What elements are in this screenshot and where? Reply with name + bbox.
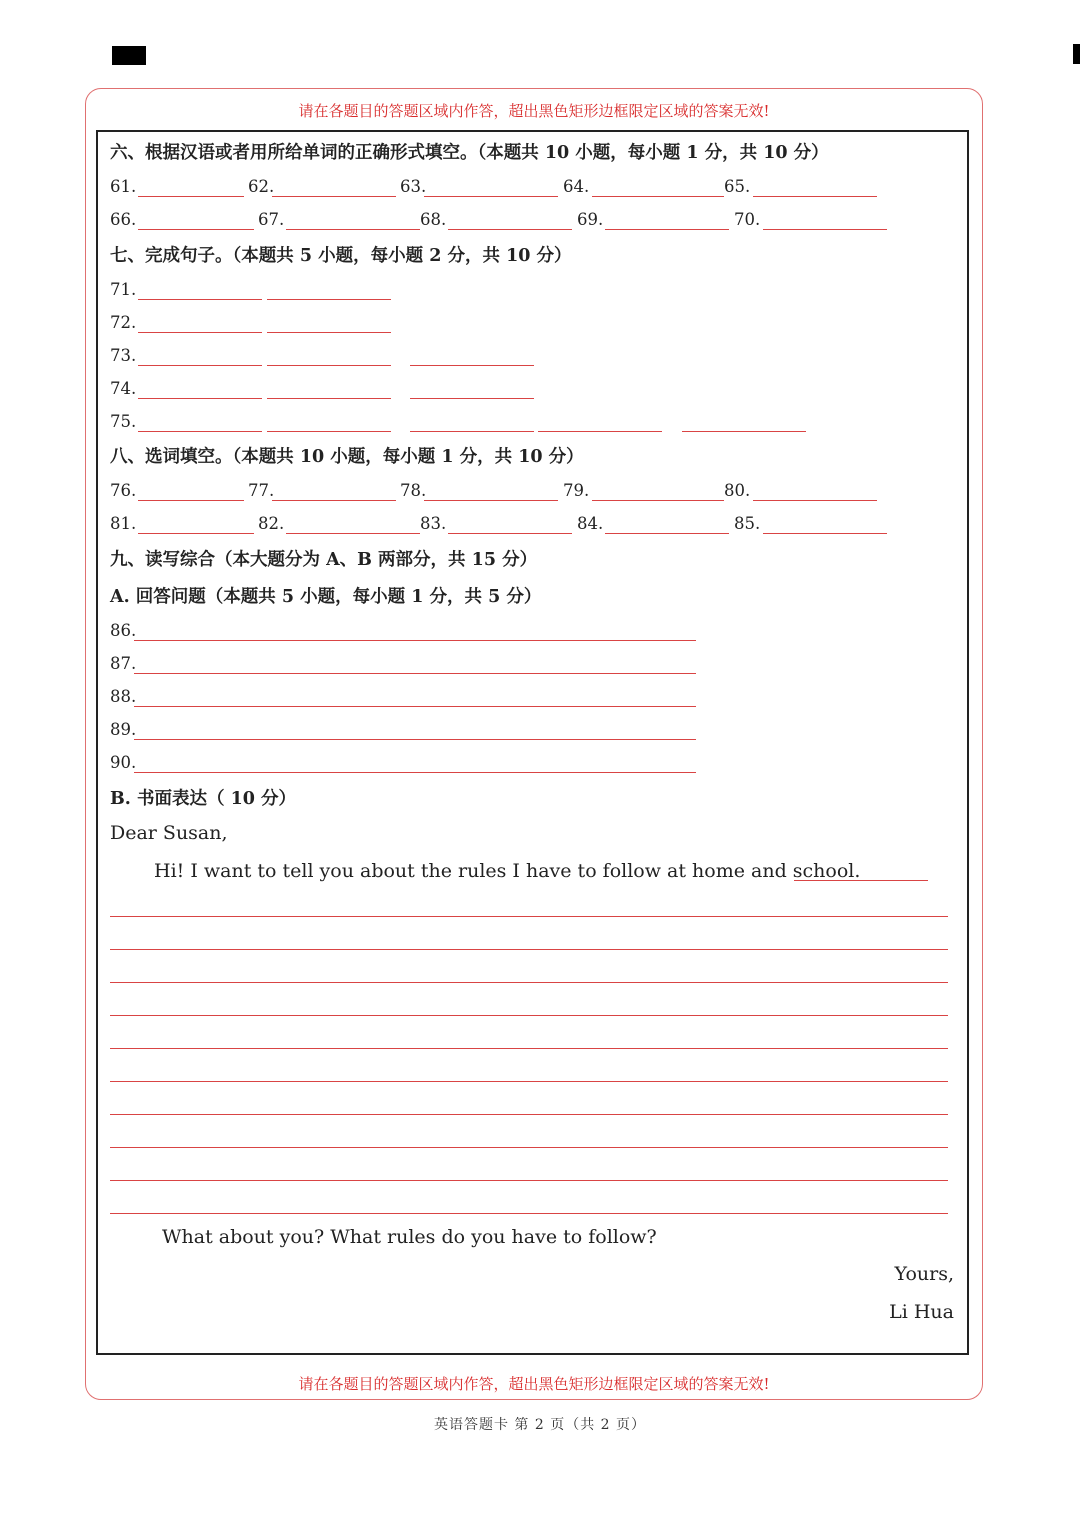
warning-top: 请在各题目的答题区域内作答，超出黑色矩形边框限定区域的答案无效!: [298, 102, 770, 120]
question-label: 87.: [110, 654, 137, 673]
answer-line-70[interactable]: [763, 229, 887, 230]
question-label: 69.: [577, 210, 604, 229]
question-label: 84.: [577, 514, 604, 533]
section8-title: 八、选词填空。（本题共 10 小题，每小题 1 分，共 10 分）: [110, 447, 584, 467]
answer-line-72a[interactable]: [138, 332, 262, 333]
writing-line-opening[interactable]: [794, 880, 928, 881]
answer-line-82[interactable]: [286, 533, 420, 534]
writing-line[interactable]: [110, 1081, 948, 1082]
answer-line-80[interactable]: [753, 500, 877, 501]
answer-line-86[interactable]: [134, 640, 696, 641]
answer-line-66[interactable]: [138, 229, 254, 230]
question-label: 83.: [420, 514, 447, 533]
writing-line[interactable]: [110, 1015, 948, 1016]
question-label: 66.: [110, 210, 137, 229]
answer-line-73a[interactable]: [138, 365, 262, 366]
writing-line[interactable]: [110, 1147, 948, 1148]
question-label: 85.: [734, 514, 761, 533]
answer-line-77[interactable]: [272, 500, 396, 501]
answer-line-75c[interactable]: [410, 431, 534, 432]
question-label: 86.: [110, 621, 137, 640]
question-label: 90.: [110, 753, 137, 772]
answer-line-85[interactable]: [763, 533, 887, 534]
answer-line-62[interactable]: [272, 196, 396, 197]
question-label: 61.: [110, 177, 137, 196]
page-footer: 英语答题卡 第 2 页（共 2 页）: [433, 1417, 647, 1433]
question-label: 75.: [110, 412, 137, 431]
section9-part-b-title: B. 书面表达（ 10 分）: [110, 789, 297, 809]
question-label: 89.: [110, 720, 137, 739]
answer-line-76[interactable]: [138, 500, 244, 501]
answer-line-73b[interactable]: [267, 365, 391, 366]
question-label: 78.: [400, 481, 427, 500]
question-label: 63.: [400, 177, 427, 196]
question-label: 81.: [110, 514, 137, 533]
answer-line-81[interactable]: [138, 533, 254, 534]
answer-line-73c[interactable]: [410, 365, 534, 366]
question-label: 68.: [420, 210, 447, 229]
answer-line-78[interactable]: [424, 500, 558, 501]
question-label: 71.: [110, 280, 137, 299]
answer-line-74b[interactable]: [267, 398, 391, 399]
writing-line[interactable]: [110, 949, 948, 950]
alignment-marker-right: [1073, 44, 1080, 64]
answer-line-74c[interactable]: [410, 398, 534, 399]
letter-opening: Hi! I want to tell you about the rules I have to follow at home and school.: [154, 860, 861, 882]
writing-line[interactable]: [110, 982, 948, 983]
answer-line-75a[interactable]: [138, 431, 262, 432]
answer-area-inner-frame: [96, 130, 969, 1355]
alignment-marker-left: [112, 46, 146, 65]
warning-bottom: 请在各题目的答题区域内作答，超出黑色矩形边框限定区域的答案无效!: [298, 1375, 770, 1393]
letter-signature: Li Hua: [889, 1301, 954, 1323]
letter-signoff: Yours,: [894, 1263, 954, 1285]
question-label: 76.: [110, 481, 137, 500]
question-label: 70.: [734, 210, 761, 229]
question-label: 88.: [110, 687, 137, 706]
answer-line-68[interactable]: [448, 229, 572, 230]
answer-line-69[interactable]: [605, 229, 729, 230]
writing-line[interactable]: [110, 1048, 948, 1049]
question-label: 77.: [248, 481, 275, 500]
answer-line-67[interactable]: [286, 229, 420, 230]
question-label: 72.: [110, 313, 137, 332]
section9-title: 九、读写综合（本大题分为 A、B 两部分，共 15 分）: [110, 550, 538, 570]
answer-line-72b[interactable]: [267, 332, 391, 333]
answer-line-89[interactable]: [134, 739, 696, 740]
answer-line-79[interactable]: [592, 500, 724, 501]
answer-line-64[interactable]: [592, 196, 724, 197]
answer-line-74a[interactable]: [138, 398, 262, 399]
answer-line-88[interactable]: [134, 706, 696, 707]
answer-line-75b[interactable]: [267, 431, 391, 432]
answer-line-75e[interactable]: [682, 431, 806, 432]
letter-salutation: Dear Susan,: [110, 822, 228, 844]
question-label: 62.: [248, 177, 275, 196]
answer-line-87[interactable]: [134, 673, 696, 674]
question-label: 80.: [724, 481, 751, 500]
question-label: 67.: [258, 210, 285, 229]
answer-line-84[interactable]: [605, 533, 729, 534]
section9-part-a-title: A. 回答问题（本题共 5 小题，每小题 1 分，共 5 分）: [110, 587, 542, 607]
question-label: 73.: [110, 346, 137, 365]
answer-line-65[interactable]: [753, 196, 877, 197]
answer-line-90[interactable]: [134, 772, 696, 773]
writing-line[interactable]: [110, 1180, 948, 1181]
answer-line-75d[interactable]: [538, 431, 662, 432]
answer-line-83[interactable]: [448, 533, 572, 534]
answer-line-63[interactable]: [424, 196, 558, 197]
question-label: 79.: [563, 481, 590, 500]
question-label: 65.: [724, 177, 751, 196]
answer-line-71b[interactable]: [267, 299, 391, 300]
letter-closing-question: What about you? What rules do you have to follow?: [162, 1226, 657, 1248]
writing-line[interactable]: [110, 1213, 948, 1214]
question-label: 82.: [258, 514, 285, 533]
writing-line[interactable]: [110, 916, 948, 917]
question-label: 74.: [110, 379, 137, 398]
question-label: 64.: [563, 177, 590, 196]
answer-line-71a[interactable]: [138, 299, 262, 300]
writing-line[interactable]: [110, 1114, 948, 1115]
answer-line-61[interactable]: [138, 196, 244, 197]
section7-title: 七、完成句子。（本题共 5 小题，每小题 2 分，共 10 分）: [110, 246, 572, 266]
section6-title: 六、根据汉语或者用所给单词的正确形式填空。（本题共 10 小题，每小题 1 分，共 10 分）: [110, 143, 829, 163]
